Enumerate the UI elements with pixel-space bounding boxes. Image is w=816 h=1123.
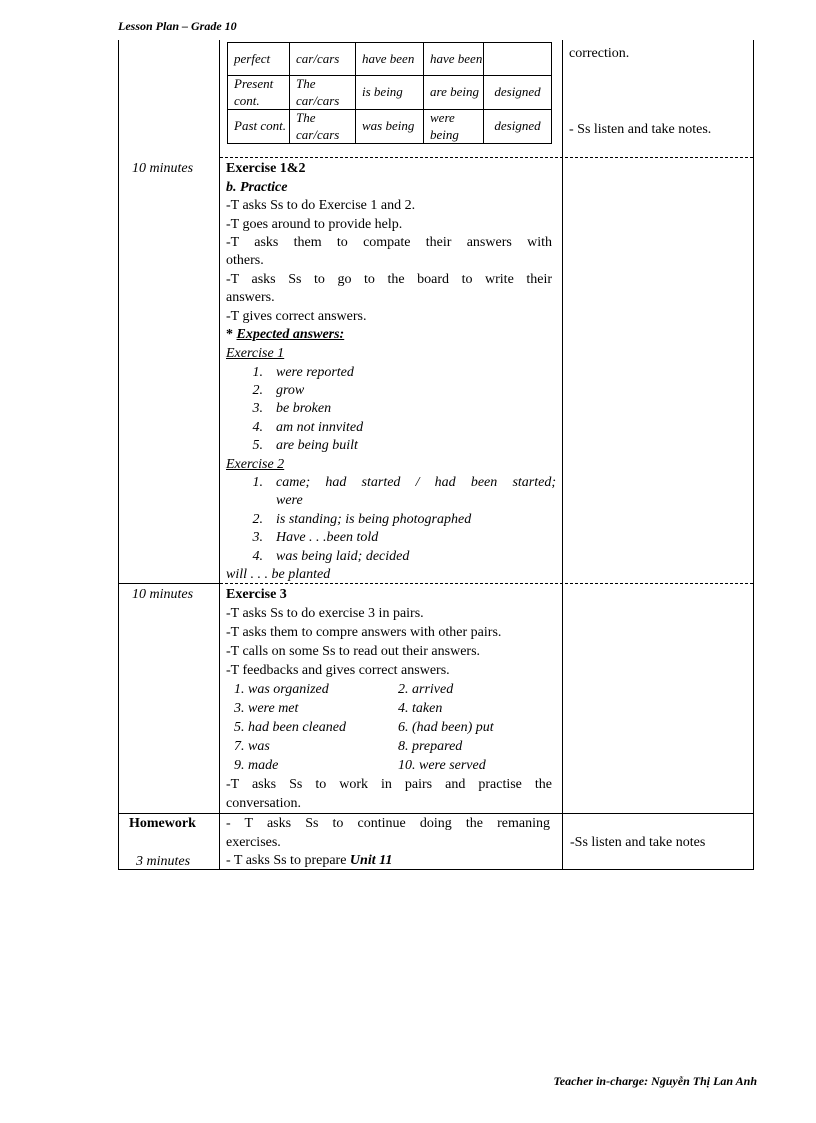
ex12-line-4a: -T asks Ss to go to the board to write their [226, 272, 552, 287]
ex12-line-3b: others. [226, 253, 264, 268]
ex1-num: 3. [252, 401, 263, 416]
row-divider-1 [220, 157, 753, 158]
ex12-title: Exercise 1&2 [226, 161, 306, 176]
table-cell: was being [356, 110, 424, 144]
table-cell: designed [484, 110, 552, 144]
ex1-answer: were reported [276, 365, 354, 380]
ex3-answer: 7. was [234, 739, 270, 754]
homework-line-1b: exercises. [226, 835, 281, 850]
table-cell: have been [424, 43, 484, 76]
ex2-label: Exercise 2 [226, 457, 285, 472]
homework-line-1a: - T asks Ss to continue doing the remaning [226, 816, 550, 831]
ex3-answer: 9. made [234, 758, 279, 773]
ex3-line-2: -T asks them to compre answers with other pairs. [226, 625, 502, 640]
correction-note: correction. [569, 46, 630, 61]
table-row [228, 43, 552, 76]
table-cell: have been [356, 43, 424, 76]
table-cell: were being [424, 110, 484, 144]
table-cell: perfect [228, 43, 290, 76]
table-left-border [118, 40, 119, 870]
ex3-title: Exercise 3 [226, 587, 287, 602]
table-col-divider-1 [219, 40, 220, 870]
ex2-answer: Have . . .been told [276, 530, 379, 545]
homework-prepare-text: - T asks Ss to prepare [226, 853, 350, 868]
ex2-answer-1b: were [276, 493, 303, 508]
table-cell: designed [484, 76, 552, 110]
table-cell: Past cont. [228, 110, 290, 144]
ex12-line-2: -T goes around to provide help. [226, 217, 403, 232]
ex2-num: 4. [252, 549, 263, 564]
ex2-num: 2. [252, 512, 263, 527]
ex3-answer: 6. (had been) put [398, 720, 494, 735]
ex1-num: 4. [252, 420, 263, 435]
ex3-answer: 1. was organized [234, 682, 329, 697]
table-cell: The car/cars [290, 76, 356, 110]
expected-label: Expected answers: [236, 327, 345, 342]
table-col-divider-2 [562, 40, 563, 870]
ex3-line-5b: conversation. [226, 796, 302, 811]
ex3-answer: 10. were served [398, 758, 486, 773]
ex3-time: 10 minutes [132, 587, 194, 602]
ex3-line-5a: -T asks Ss to work in pairs and practise the [226, 777, 552, 792]
ex1-num: 5. [252, 438, 263, 453]
expected-star: * [226, 327, 237, 342]
ex3-answer: 3. were met [234, 701, 299, 716]
ex1-answer: grow [276, 383, 305, 398]
ex12-line-5: -T gives correct answers. [226, 309, 367, 324]
row-divider-4 [118, 813, 754, 814]
ex3-answer: 8. prepared [398, 739, 463, 754]
ex1-num: 2. [252, 383, 263, 398]
ex2-answer: is standing; is being photographed [276, 512, 472, 527]
ex3-answer: 5. had been cleaned [234, 720, 346, 735]
tense-table [227, 42, 552, 144]
table-row [228, 76, 552, 110]
ex2-num: 3. [252, 530, 263, 545]
table-bottom-border [118, 869, 754, 870]
ex1-answer: are being built [276, 438, 358, 453]
ex1-num: 1. [252, 365, 263, 380]
row-divider-3 [118, 583, 220, 584]
expected-answers [226, 326, 344, 345]
table-cell: car/cars [290, 43, 356, 76]
homework-line-2 [226, 852, 392, 871]
ex2-tail: will . . . be planted [226, 567, 331, 582]
table-cell: is being [356, 76, 424, 110]
ex12-line-3a: -T asks them to compate their answers with [226, 235, 552, 250]
ex3-answer: 4. taken [398, 701, 443, 716]
listen-note-1: - Ss listen and take notes. [569, 122, 712, 137]
homework-unit: Unit 11 [349, 853, 393, 868]
ex12-subtitle: b. Practice [226, 180, 288, 195]
table-row [228, 110, 552, 144]
table-cell: Present cont. [228, 76, 290, 110]
table-cell: are being [424, 76, 484, 110]
ex3-line-4: -T feedbacks and gives correct answers. [226, 663, 450, 678]
ex1-answer: am not innvited [276, 420, 364, 435]
page-header: Lesson Plan – Grade 10 [118, 19, 237, 33]
ex2-answer: was being laid; decided [276, 549, 410, 564]
table-cell [484, 43, 552, 76]
homework-time: 3 minutes [136, 854, 191, 869]
ex2-num: 1. [252, 475, 263, 490]
table-right-border [753, 40, 754, 870]
ex3-line-1: -T asks Ss to do exercise 3 in pairs. [226, 606, 424, 621]
ex1-label: Exercise 1 [226, 346, 285, 361]
ex12-line-1: -T asks Ss to do Exercise 1 and 2. [226, 198, 416, 213]
ex3-line-3: -T calls on some Ss to read out their answers. [226, 644, 481, 659]
homework-label: Homework [129, 816, 196, 831]
ex1-answer: be broken [276, 401, 332, 416]
page-footer: Teacher in-charge: Nguyễn Thị Lan Anh [553, 1074, 757, 1088]
ex12-line-4b: answers. [226, 290, 275, 305]
ex12-time: 10 minutes [132, 161, 194, 176]
listen-note-2: -Ss listen and take notes [570, 835, 706, 850]
ex3-answer: 2. arrived [398, 682, 454, 697]
ex2-answer-1a: came; had started / had been started; [276, 475, 556, 490]
table-cell: The car/cars [290, 110, 356, 144]
